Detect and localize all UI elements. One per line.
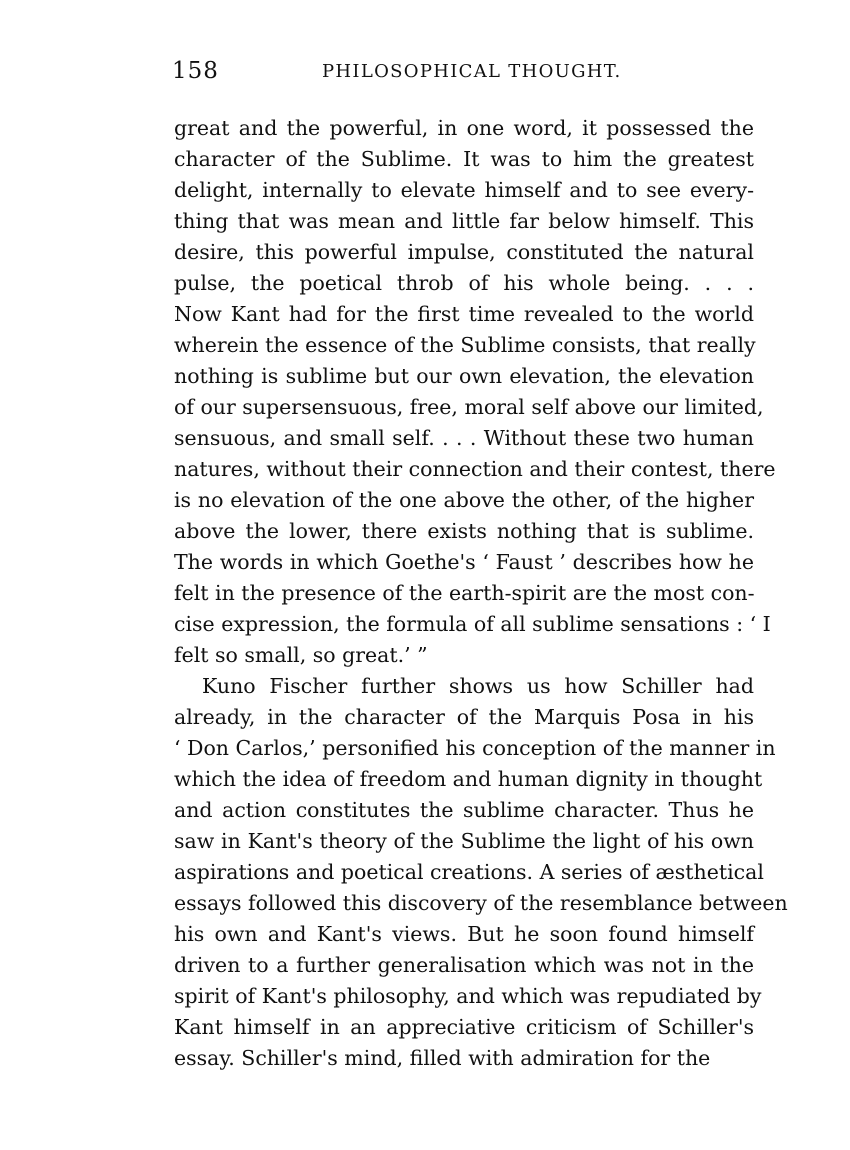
body-text xyxy=(174,113,788,1074)
text-line: ‘ Don Carlos,’ personified his conception of the manner in xyxy=(174,736,776,760)
text-line: his own and Kant's views. But he soon found himself xyxy=(174,922,754,946)
text-line: thing that was mean and little far below himself. This xyxy=(174,209,754,233)
text-line: of our supersensuous, free, moral self above our limited, xyxy=(174,395,764,419)
page-header xyxy=(172,58,754,88)
text-line: Kuno Fischer further shows us how Schiller had xyxy=(202,674,754,698)
text-line: already, in the character of the Marquis Posa in his xyxy=(174,705,754,729)
text-line: and action constitutes the sublime character. Thus he xyxy=(174,798,754,822)
text-line: delight, internally to elevate himself and to see every- xyxy=(174,178,754,202)
text-line: which the idea of freedom and human dignity in thought xyxy=(174,767,763,791)
text-line: sensuous, and small self. . . . Without these two human xyxy=(174,426,754,450)
text-line: aspirations and poetical creations. A series of æsthetical xyxy=(174,860,764,884)
text-line: felt in the presence of the earth-spirit are the most con- xyxy=(174,581,755,605)
text-line: spirit of Kant's philosophy, and which was repudiated by xyxy=(174,984,762,1008)
running-title: PHILOSOPHICAL THOUGHT. xyxy=(322,61,622,82)
text-line: saw in Kant's theory of the Sublime the light of his own xyxy=(174,829,754,853)
text-line: felt so small, so great.’ ” xyxy=(174,643,428,667)
text-line: essay. Schiller's mind, filled with admiration for the xyxy=(174,1046,711,1070)
text-line: Kant himself in an appreciative criticism of Schiller's xyxy=(174,1015,754,1039)
text-line: character of the Sublime. It was to him the greatest xyxy=(174,147,754,171)
text-line: cise expression, the formula of all sublime sensations : ‘ I xyxy=(174,612,771,636)
page-number: 158 xyxy=(172,58,219,84)
text-line: desire, this powerful impulse, constituted the natural xyxy=(174,240,754,264)
text-line: natures, without their connection and their contest, there xyxy=(174,457,776,481)
text-line: is no elevation of the one above the other, of the higher xyxy=(174,488,754,512)
text-line: wherein the essence of the Sublime consists, that really xyxy=(174,333,756,357)
text-line: The words in which Goethe's ‘ Faust ’ describes how he xyxy=(174,550,754,574)
text-line: above the lower, there exists nothing that is sublime. xyxy=(174,519,754,543)
text-line: Now Kant had for the first time revealed to the world xyxy=(174,302,754,326)
text-line: great and the powerful, in one word, it possessed the xyxy=(174,116,754,140)
text-line: essays followed this discovery of the resemblance between xyxy=(174,891,788,915)
text-line: nothing is sublime but our own elevation, the elevation xyxy=(174,364,754,388)
text-line: driven to a further generalisation which was not in the xyxy=(174,953,754,977)
text-line: pulse, the poetical throb of his whole being. . . . xyxy=(174,271,754,295)
